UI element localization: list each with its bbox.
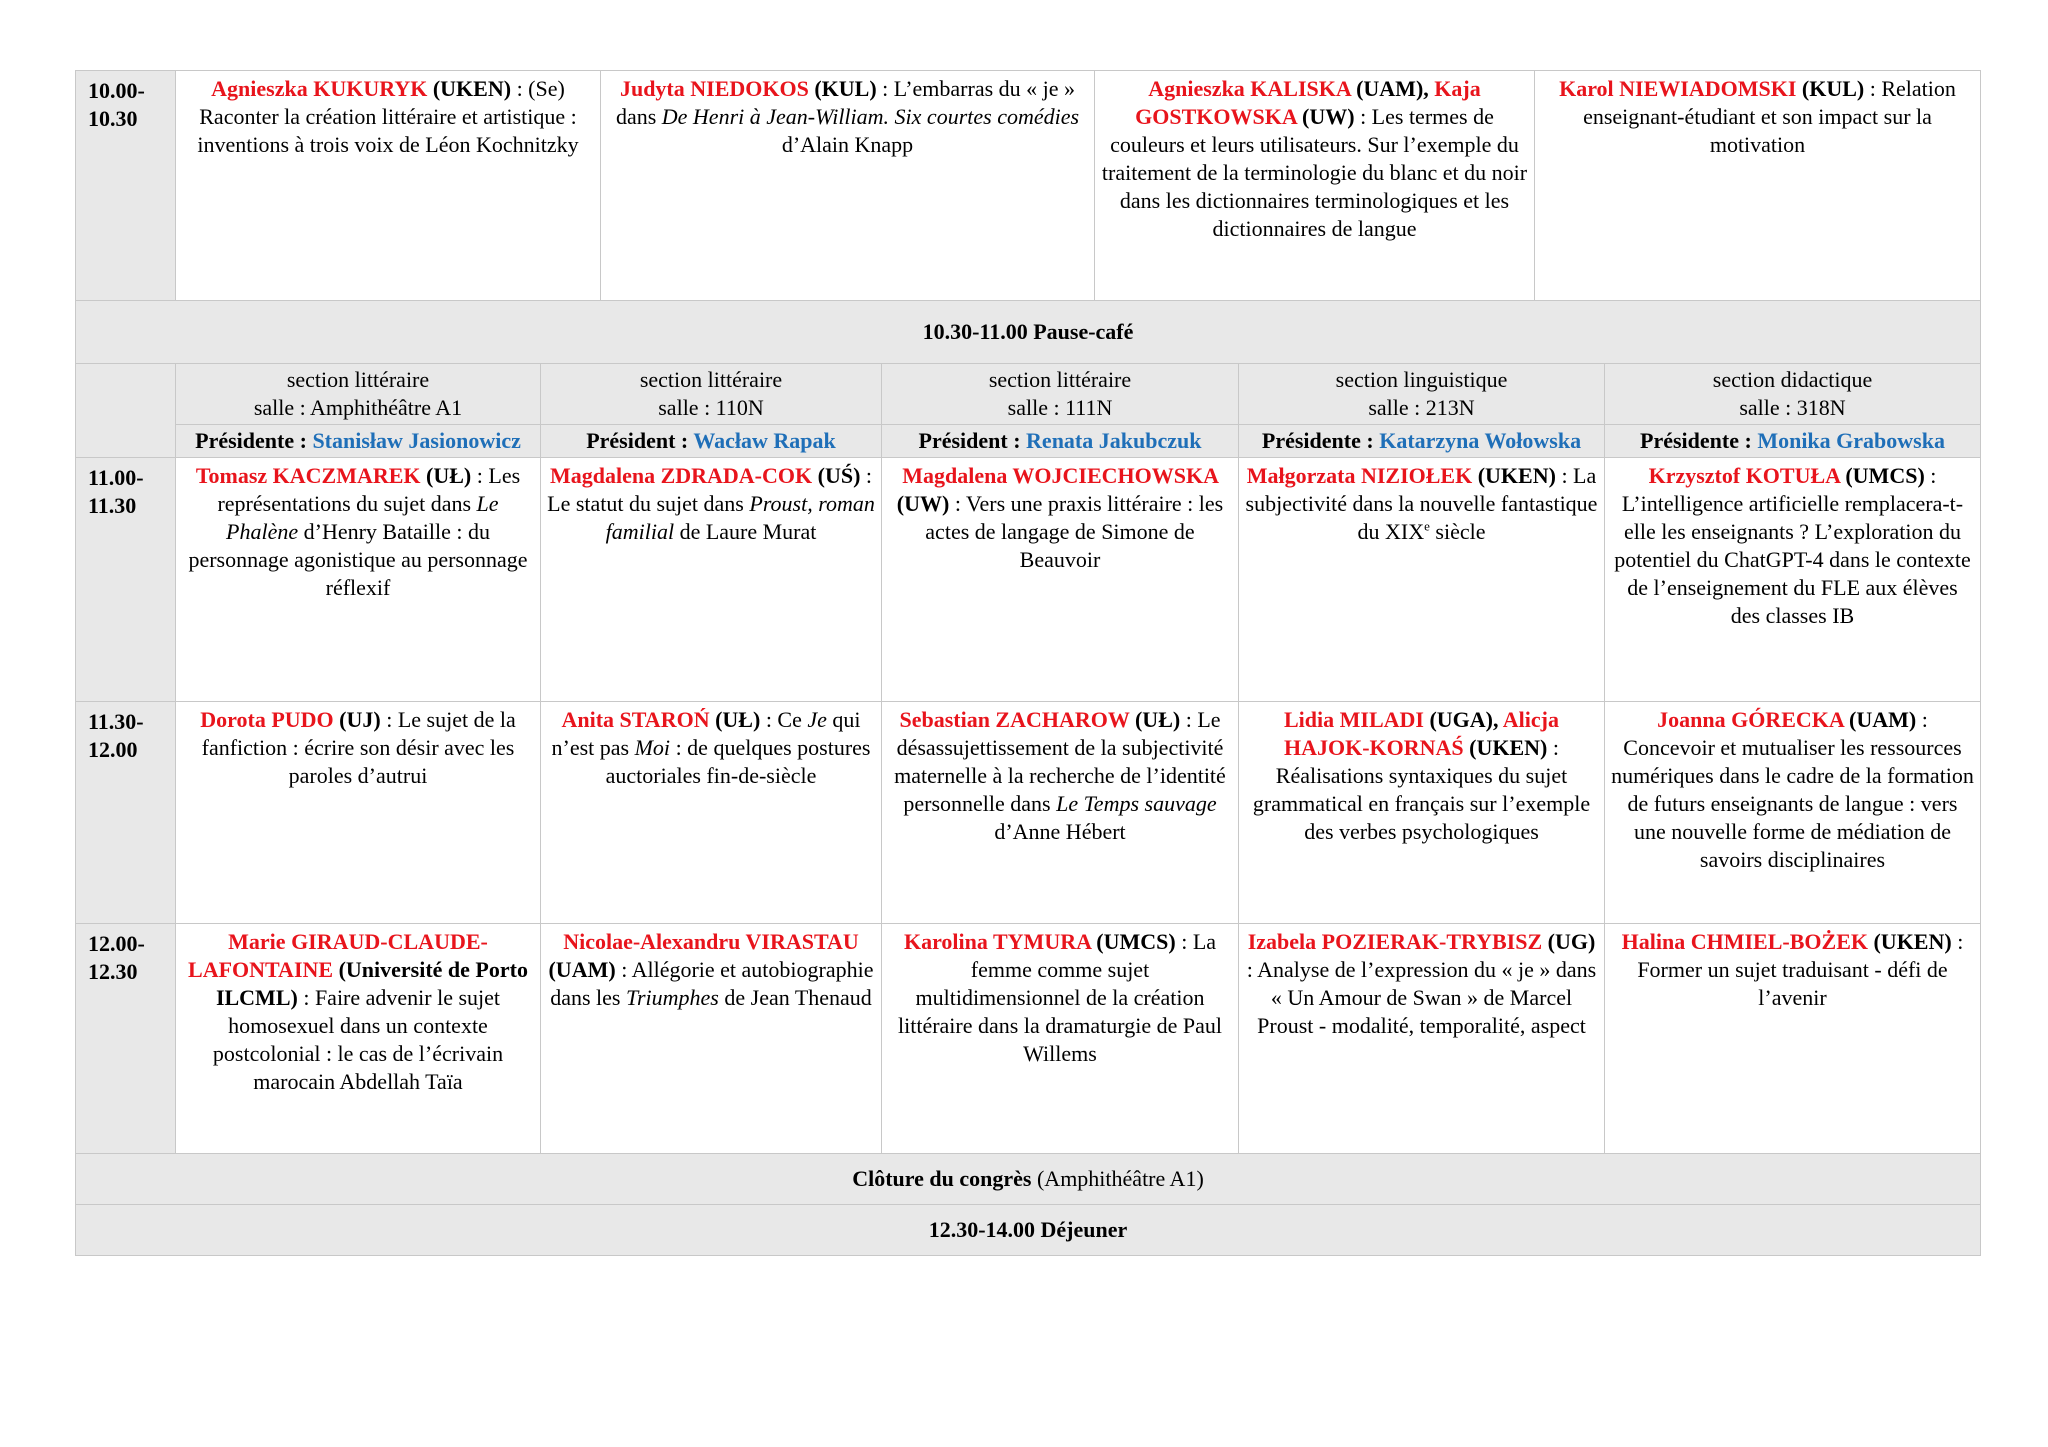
work-title: Le Phalène — [226, 491, 499, 544]
affiliation: (UŁ) — [709, 707, 761, 732]
affiliation: (UKEN) — [1867, 929, 1952, 954]
talk-cell — [1605, 458, 1981, 702]
chair-cell — [541, 425, 882, 458]
affiliation: (UMCS) — [1090, 929, 1176, 954]
talk-cell — [1535, 71, 1981, 301]
talk-cell — [601, 71, 1095, 301]
speaker-name: Tomasz KACZMAREK — [195, 463, 421, 488]
talk-title: : Le statut du sujet dans — [547, 463, 873, 516]
table-sessions — [75, 363, 1981, 1256]
chair-role: Présidente : — [1640, 428, 1758, 453]
time-end: 12.30 — [88, 959, 138, 984]
pause-text: 10.30-11.00 Pause-café — [922, 319, 1134, 344]
affiliation: (UŚ) — [812, 463, 861, 488]
affiliation: (UJ) — [333, 707, 381, 732]
talk-cell — [882, 702, 1239, 924]
table-row — [76, 702, 1981, 924]
talk-cell — [541, 924, 882, 1154]
time-cell — [76, 71, 176, 301]
chair-name: Stanisław Jasionowicz — [312, 428, 521, 453]
talk-cell — [1239, 702, 1605, 924]
talk-cell — [541, 702, 882, 924]
talk-title: : Ce — [760, 707, 808, 732]
chair-name: Monika Grabowska — [1757, 428, 1945, 453]
speaker-name: Agnieszka KALISKA — [1148, 76, 1351, 101]
talk-title-end: siècle — [1429, 519, 1486, 544]
talk-title: : Faire advenir le sujet homosexuel dans un contexte postcolonial : le cas de l’écrivain marocain Abdellah Taïa — [212, 985, 504, 1094]
talk-cell — [1239, 924, 1605, 1154]
speaker-name: Małgorzata NIZIOŁEK — [1246, 463, 1473, 488]
affiliation: (Université de Porto ILCML) — [215, 957, 528, 1010]
pause-row — [76, 301, 1981, 364]
chair-row — [76, 425, 1981, 458]
time-cell-empty — [76, 364, 176, 458]
lunch-text: 12.30-14.00 Déjeuner — [928, 1217, 1128, 1242]
talk-cell — [176, 702, 541, 924]
affiliation: (UAM) — [548, 957, 616, 982]
chair-name: Katarzyna Wołowska — [1379, 428, 1582, 453]
speaker-name: Alicja HAJOK-KORNAŚ — [1283, 707, 1559, 760]
talk-title: : La femme comme sujet multidimensionnel de la création littéraire dans la dramaturgie de Paul Willems — [898, 929, 1222, 1066]
talk-title: : Former un sujet traduisant - défi de l’avenir — [1637, 929, 1964, 1010]
speaker-name: Dorota PUDO — [200, 707, 334, 732]
programme-page — [75, 70, 1980, 1256]
table-row — [76, 71, 1981, 301]
speaker-name: Lidia MILADI — [1283, 707, 1424, 732]
chair-role: Président : — [918, 428, 1027, 453]
table-top — [75, 70, 1981, 364]
pause-band — [76, 301, 1981, 364]
talk-cell — [541, 458, 882, 702]
time-start: 11.30- — [88, 709, 144, 734]
talk-title-end: d’Henry Bataille : du personnage agonistique au personnage réflexif — [188, 519, 528, 600]
speaker-name: Magdalena ZDRADA-COK — [549, 463, 813, 488]
section-room: salle : Amphithéâtre A1 — [253, 395, 463, 420]
time-start: 12.00- — [88, 931, 145, 956]
speaker-name: Judyta NIEDOKOS — [619, 76, 809, 101]
talk-title-end: de Jean Thenaud — [718, 985, 872, 1010]
talk-cell — [882, 924, 1239, 1154]
talk-cell — [882, 458, 1239, 702]
speaker-name: Krzysztof KOTUŁA — [1648, 463, 1840, 488]
talk-title-end: de Laure Murat — [674, 519, 817, 544]
italic-word: Je — [807, 707, 827, 732]
affiliation: (KUL) — [808, 76, 877, 101]
affiliation: (UKEN) — [1463, 735, 1548, 760]
chair-name: Renata Jakubczuk — [1026, 428, 1202, 453]
speaker-name: Izabela POZIERAK-TRYBISZ — [1247, 929, 1543, 954]
speaker-name: Karol NIEWIADOMSKI — [1559, 76, 1797, 101]
section-room: salle : 111N — [1007, 395, 1113, 420]
speaker-name: Magdalena WOJCIECHOWSKA — [902, 463, 1218, 488]
speaker-name: Joanna GÓRECKA — [1657, 707, 1844, 732]
italic-word: Moi — [634, 735, 671, 760]
speaker-name: Kaja GOSTKOWSKA — [1135, 76, 1481, 129]
speaker-name: Agnieszka KUKURYK — [211, 76, 428, 101]
speaker-name: Nicolae-Alexandru VIRASTAU — [563, 929, 859, 954]
time-start: 10.00- — [88, 78, 145, 103]
affiliation: (UW) — [896, 491, 950, 516]
time-end: 11.30 — [88, 493, 137, 518]
talk-title: : Réalisations syntaxiques du sujet grammatical en français sur l’exemple des verbes psychologiques — [1252, 735, 1591, 844]
table-row — [76, 458, 1981, 702]
talk-cell — [1605, 702, 1981, 924]
chair-role: Présidente : — [195, 428, 313, 453]
closing-row — [76, 1154, 1981, 1205]
talk-cell — [176, 924, 541, 1154]
affiliation: (KUL) — [1796, 76, 1865, 101]
section-name: section linguistique — [1335, 367, 1508, 392]
affiliation: (UKEN) — [427, 76, 512, 101]
closing-title: Clôture du congrès — [852, 1166, 1032, 1191]
talk-title-end: : de quelques postures auctoriales fin-de-siècle — [605, 735, 871, 788]
affiliation: (UŁ) — [420, 463, 472, 488]
talk-title-end: d’Alain Knapp — [781, 132, 914, 157]
section-room: salle : 110N — [658, 395, 764, 420]
talk-title: : Allégorie et autobiographie dans les — [550, 957, 874, 1010]
talk-title-end: d’Anne Hébert — [994, 819, 1126, 844]
closing-room: (Amphithéâtre A1) — [1031, 1166, 1204, 1191]
affiliation: (UW) — [1296, 104, 1355, 129]
affiliation: (UGA), — [1423, 707, 1503, 732]
speaker-name: Anita STAROŃ — [561, 707, 710, 732]
talk-title: : Relation enseignant-étudiant et son impact sur la motivation — [1583, 76, 1956, 157]
talk-cell — [1239, 458, 1605, 702]
talk-cell — [1095, 71, 1535, 301]
affiliation: (UAM) — [1843, 707, 1917, 732]
work-title: Triumphes — [625, 985, 719, 1010]
chair-cell — [882, 425, 1239, 458]
section-header — [541, 364, 882, 425]
affiliation: (UKEN) — [1472, 463, 1556, 488]
talk-cell — [1605, 924, 1981, 1154]
time-end: 10.30 — [88, 106, 138, 131]
lunch-row — [76, 1205, 1981, 1256]
talk-title: : La subjectivité dans la nouvelle fantastique du XIX — [1245, 463, 1598, 544]
speaker-name: Marie GIRAUD-CLAUDE-LAFONTAINE — [188, 929, 488, 982]
time-end: 12.00 — [88, 737, 138, 762]
lunch-band — [76, 1205, 1981, 1256]
chair-cell — [176, 425, 541, 458]
talk-title: : Analyse de l’expression du « je » dans « Un Amour de Swan » de Marcel Proust - modalité, temporalité, aspect — [1246, 957, 1597, 1038]
section-name: section didactique — [1712, 367, 1873, 392]
time-cell — [76, 458, 176, 702]
speaker-name: Sebastian ZACHAROW — [899, 707, 1130, 732]
time-cell — [76, 924, 176, 1154]
chair-cell — [1605, 425, 1981, 458]
talk-title: : Concevoir et mutualiser les ressources numériques dans le cadre de la formation de futurs enseignants de langue : vers une nouvelle forme de médiation de savoirs disciplinaires — [1611, 707, 1974, 872]
section-name: section littéraire — [286, 367, 430, 392]
section-header — [882, 364, 1239, 425]
talk-title: : L’intelligence artificielle remplacera-t-elle les enseignants ? L’exploration du potentiel du ChatGPT-4 dans le contexte de l’enseignement du FLE aux élèves des classes IB — [1614, 463, 1971, 628]
section-header — [1239, 364, 1605, 425]
work-title: De Henri à Jean-William. Six courtes comédies — [661, 104, 1080, 129]
chair-name: Wacław Rapak — [693, 428, 836, 453]
section-header — [176, 364, 541, 425]
work-title: Le Temps sauvage — [1056, 791, 1217, 816]
talk-title-mid: qui n’est pas — [551, 707, 861, 760]
affiliation: (UŁ) — [1129, 707, 1181, 732]
talk-title: : Vers une praxis littéraire : les actes de langage de Simone de Beauvoir — [925, 491, 1224, 572]
talk-title: : Le désassujettissement de la subjectivité maternelle à la recherche de l’identité personnelle dans — [894, 707, 1226, 816]
talk-title: : (Se) Raconter la création littéraire et artistique : inventions à trois voix de Léon Kochnitzky — [197, 76, 579, 157]
speaker-name: Halina CHMIEL-BOŻEK — [1621, 929, 1868, 954]
speaker-name: Karolina TYMURA — [903, 929, 1091, 954]
section-header — [1605, 364, 1981, 425]
chair-cell — [1239, 425, 1605, 458]
affiliation: (UAM), — [1350, 76, 1435, 101]
section-name: section littéraire — [988, 367, 1132, 392]
work-title: Proust, roman familial — [605, 491, 875, 544]
section-room: salle : 213N — [1368, 395, 1475, 420]
section-room: salle : 318N — [1739, 395, 1846, 420]
affiliation: (UMCS) — [1839, 463, 1925, 488]
section-row — [76, 364, 1981, 425]
affiliation: (UG) — [1542, 929, 1596, 954]
chair-role: Présidente : — [1261, 428, 1380, 453]
talk-title: : Les termes de couleurs et leurs utilisateurs. Sur l’exemple du traitement de la terminologie du blanc et du noir dans les dictionnaires terminologiques et les dictionnaires de langue — [1101, 104, 1528, 241]
chair-role: Président : — [586, 428, 694, 453]
talk-cell — [176, 71, 601, 301]
time-cell — [76, 702, 176, 924]
talk-title: : Le sujet de la fanfiction : écrire son désir avec les paroles d’autrui — [201, 707, 516, 788]
talk-cell — [176, 458, 541, 702]
talk-title: : Les représentations du sujet dans — [217, 463, 521, 516]
closing-band — [76, 1154, 1981, 1205]
time-start: 11.00- — [88, 465, 144, 490]
section-name: section littéraire — [639, 367, 783, 392]
table-row — [76, 924, 1981, 1154]
talk-title: : L’embarras du « je » dans — [615, 76, 1076, 129]
superscript: e — [1424, 518, 1430, 534]
